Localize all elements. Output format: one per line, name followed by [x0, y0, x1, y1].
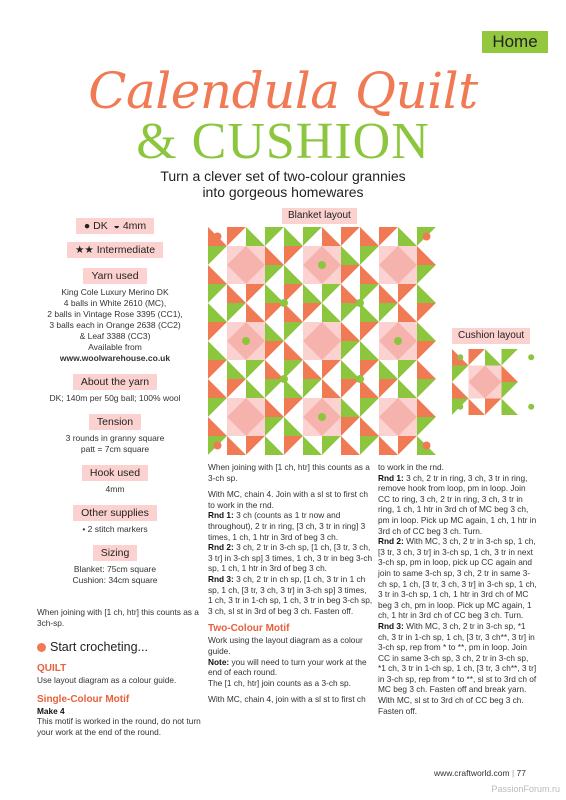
motif-dot — [423, 442, 431, 450]
motif-dot — [214, 442, 222, 450]
sizing-line: Cushion: 34cm square — [72, 575, 158, 585]
motif-dot — [457, 354, 463, 360]
right-rnd2-label: Rnd 2: — [378, 536, 404, 547]
motif-dot — [356, 299, 364, 307]
right-intro: to work in the rnd. — [378, 462, 444, 472]
yarn-used-heading: Yarn used — [83, 268, 146, 284]
right-rnd1-label: Rnd 1: — [378, 472, 404, 483]
motif-dot — [280, 299, 288, 307]
mid-rnd1-label: Rnd 1: — [208, 510, 234, 521]
tension-line: 3 rounds in granny square — [65, 433, 165, 443]
mid-rnd3: 3 ch, 2 tr in ch sp, [1 ch, 3 tr in 1 ch sp, 1 ch, [3 tr, 3 ch, 3 tr] in 3-ch sp] 3 times, 1 ch, 3 tr in 1-ch sp, 1 ch, 3 tr in beg 3-ch sp, 3 ch, sl st in 3rd of beg 3 ch. Fasten off. — [208, 573, 373, 616]
motif-dot — [528, 404, 534, 410]
footer: www.craftworld.com | 77 — [434, 768, 526, 778]
left-column — [30, 218, 200, 586]
title-line1: Calendula Quilt — [88, 62, 478, 120]
right-column — [378, 462, 538, 716]
motif-dot — [280, 375, 288, 383]
sizing-heading: Sizing — [93, 545, 138, 561]
about-yarn-heading: About the yarn — [73, 374, 157, 390]
cushion-layout-label: Cushion layout — [452, 328, 530, 344]
note-text: you will need to turn your work at the end of each round. — [208, 656, 367, 678]
other-supplies-text: • 2 stitch markers — [82, 524, 148, 534]
sizing-line: Blanket: 75cm square — [73, 564, 157, 574]
level-text: Intermediate — [96, 244, 156, 256]
motif-dot — [356, 375, 364, 383]
join-note: The [1 ch, htr] join counts as a 3-ch sp. — [208, 677, 351, 688]
motif-dot — [528, 354, 534, 360]
title-line2: & CUSHION — [136, 113, 430, 170]
yarn-website[interactable]: www.woolwarehouse.co.uk — [59, 353, 171, 363]
flower-icon — [37, 643, 46, 652]
right-rnd3-label: Rnd 3: — [378, 620, 404, 631]
left-note: When joining with [1 ch, htr] this counts as a 3ch-sp. — [37, 607, 199, 628]
about-yarn-text: DK; 140m per 50g ball; 100% wool — [49, 393, 181, 403]
note-label: Note: — [208, 656, 230, 667]
cushion-layout-diagram — [452, 349, 544, 415]
right-rnd2: With MC, 3 ch, 2 tr in 3-ch sp, 1 ch, [3 tr, 3 ch, 3 tr] in 3-ch sp, 1 ch, 3 tr in next 3-ch sp, pm in loop, pick up CC again and join to same 3-ch sp, 3 ch, 2 tr in same 3-ch sp, 1 ch, [3 tr, 3 ch, 3 tr] in 3-ch sp, 1 ch, 3 tr in 3-ch sp, 1 ch, 1 htr in 3rd ch of MC beg 3 ch, pm in loop. Pick up MC again, 1 ch, 1 htr in 3rd ch of CC beg 3 ch. Turn. — [378, 536, 537, 621]
two-colour-heading: Two-Colour Motif — [208, 623, 290, 635]
sizing-text — [30, 564, 200, 586]
level-stars: ★★ — [74, 244, 94, 256]
single-motif-make: Make 4 — [37, 705, 65, 716]
mid-rnd2: 3 ch, 2 tr in 3-ch sp, [1 ch, [3 tr, 3 ch, 3 tr] in 3-ch sp] 3 times, 1 ch, 3 tr in beg 3-ch sp, 1 ch, 1 htr in 3rd of beg 3 ch. — [208, 542, 373, 574]
yarn-line: Available from — [88, 342, 142, 352]
two-colour-text: Work using the layout diagram as a colour guide. — [208, 635, 363, 656]
mid-chain2: With MC, chain 4, join with a sl st to first ch — [208, 694, 366, 705]
level-pill — [67, 242, 163, 258]
tension-line: patt = 7cm square — [80, 444, 150, 454]
watermark: PassionForum.ru — [491, 784, 560, 794]
motif-dot — [423, 233, 431, 241]
mid-rnd2-label: Rnd 2: — [208, 542, 234, 553]
page-number: 77 — [516, 768, 526, 778]
motif-dot — [318, 261, 326, 269]
motif-dot — [214, 233, 222, 241]
quilt-section — [37, 662, 207, 737]
motif-dot — [318, 413, 326, 421]
start-crocheting — [37, 640, 202, 654]
start-heading: Start crocheting... — [50, 640, 148, 654]
yarn-line: & Leaf 3388 (CC3) — [79, 331, 151, 341]
yarn-used-list — [30, 287, 200, 364]
section-tag: Home — [482, 31, 548, 53]
right-rnd1: 3 ch, 2 tr in ring, 3 ch, 3 tr in ring, remove hook from loop, pm in loop. Join CC to ring, 3 ch, 2 tr in ring, 3 ch, 3 tr in ring, 1 ch, 1 htr in 3rd ch of MC beg 3 ch, pm in loop. Pick up MC again, 1 ch, 1 htr in 3rd ch of CC beg 3 ch. Turn. — [378, 472, 537, 536]
quilt-text: Use layout diagram as a colour guide. — [37, 675, 177, 685]
other-supplies-heading: Other supplies — [73, 505, 157, 521]
yarn-line: 3 balls each in Orange 2638 (CC2) — [49, 320, 181, 330]
mid-chain: With MC, chain 4. Join with a sl st to first ch to work in the rnd. — [208, 489, 368, 510]
single-motif-heading: Single-Colour Motif — [37, 693, 130, 705]
hook-used-heading: Hook used — [82, 465, 148, 481]
quilt-heading: QUILT — [37, 663, 67, 674]
yarn-ball-icon: ● — [83, 220, 91, 232]
yarn-line: 2 balls in Vintage Rose 3395 (CC1), — [47, 309, 183, 319]
motif-dot — [394, 337, 402, 345]
right-end: Fasten off. — [378, 705, 418, 716]
blanket-layout-diagram — [208, 227, 436, 455]
tension-text — [30, 433, 200, 455]
hook-used-text: 4mm — [105, 484, 125, 494]
yarn-line: 4 balls in White 2610 (MC), — [63, 298, 167, 308]
footer-site[interactable]: www.craftworld.com — [434, 768, 510, 778]
motif-dot — [457, 404, 463, 410]
spec-pill — [76, 218, 154, 234]
middle-column — [208, 462, 373, 705]
subtitle-line2: into gorgeous homewares — [202, 184, 364, 200]
blanket-layout-label: Blanket layout — [282, 208, 357, 224]
motif-dot — [242, 337, 250, 345]
tension-heading: Tension — [89, 414, 141, 430]
mid-rnd3-label: Rnd 3: — [208, 573, 234, 584]
single-motif-text: This motif is worked in the round, do not turn your work at the end of the round. — [37, 716, 201, 737]
subtitle-line1: Turn a clever set of two-colour grannies — [160, 168, 406, 184]
spec-weight: DK — [93, 220, 108, 232]
mid-rnd1: 3 ch (counts as 1 tr now and throughout), 2 tr in ring, [3 ch, 3 tr in ring] 3 times, 1 ch, 1 htr in 3rd of beg 3 ch. — [208, 510, 366, 542]
yarn-line: King Cole Luxury Merino DK — [61, 287, 169, 297]
spec-hook: 4mm — [122, 220, 147, 232]
right-rnd3: With MC, 3 ch, 2 tr in 3-ch sp, *1 ch, 3 tr in 1-ch sp, 1 ch, [3 tr, 3 ch**, 3 tr] in 3-ch sp, rep from * to **, pm in loop. Join CC in same 3-ch sp, 3 ch, 2 tr in 3-ch sp, *1 ch, 3 tr in 1-ch sp, 1 ch, [3 tr, 3 ch**, 3 tr] in 3-ch sp, rep from * to **, sl st to 3rd ch of MC beg 3 ch. Fasten off and break yarn. With MC, sl st to 3rd ch of CC beg 3 ch. — [378, 620, 537, 706]
subtitle — [120, 168, 446, 200]
hook-icon: ◒ — [113, 220, 120, 232]
mid-intro: When joining with [1 ch, htr] this counts as a 3-ch sp. — [208, 462, 370, 483]
